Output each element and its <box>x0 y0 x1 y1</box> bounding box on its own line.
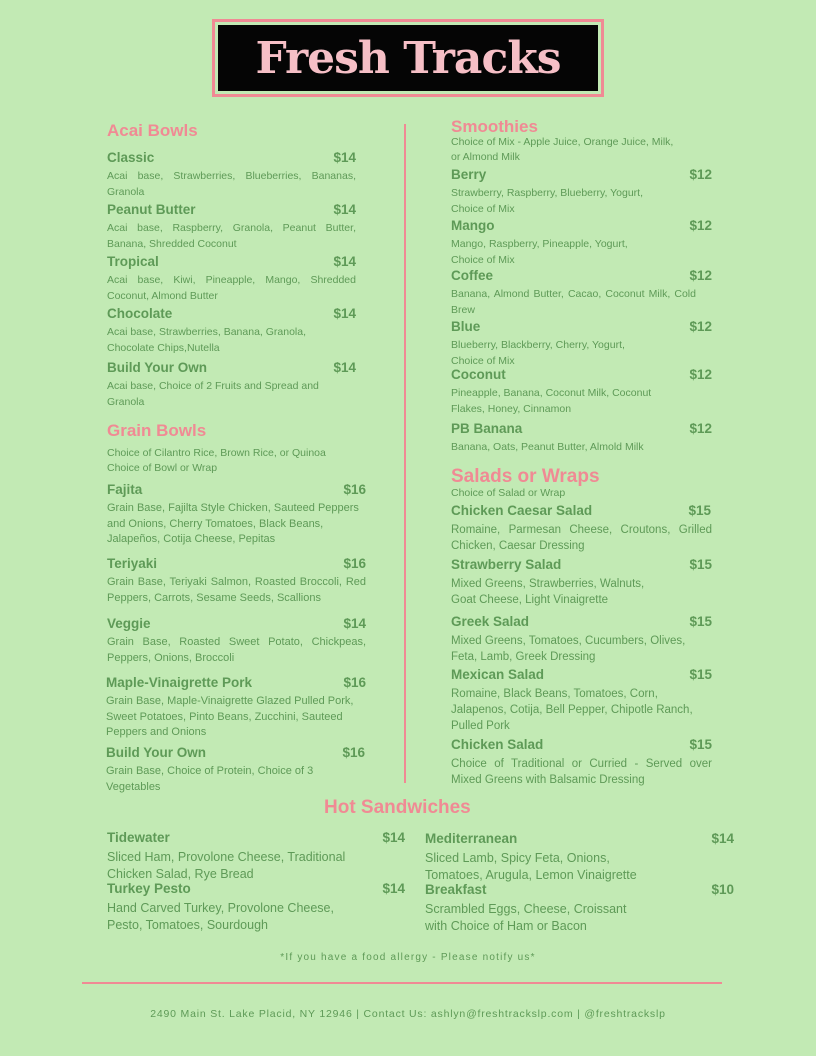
item-description: Hand Carved Turkey, Provolone Cheese, Pesto, Tomatoes, Sourdough <box>107 901 334 932</box>
item-description: Pineapple, Banana, Coconut Milk, Coconut Flakes, Honey, Cinnamon <box>451 387 652 415</box>
item-description: Sliced Lamb, Spicy Feta, Onions, Tomatoes, Arugula, Lemon Vinaigrette <box>425 851 637 882</box>
item-name: PB Banana <box>451 421 523 436</box>
menu-item <box>106 745 365 795</box>
item-description: Mixed Greens, Strawberries, Walnuts, Goat Cheese, Light Vinaigrette <box>451 578 645 606</box>
menu-item <box>107 556 366 606</box>
item-description: Acai base, Kiwi, Pineapple, Mango, Shredded Coconut, Almond Butter <box>107 274 356 302</box>
item-description: Acai base, Choice of 2 Fruits and Spread and Granola <box>107 380 319 408</box>
item-price: $14 <box>333 306 356 321</box>
item-description: Choice of Traditional or Curried - Served over Mixed Greens with Balsamic Dressing <box>451 758 712 786</box>
menu-item <box>107 150 356 200</box>
menu-item <box>106 675 366 741</box>
menu-item <box>107 360 356 410</box>
menu-item <box>451 421 712 456</box>
item-name: Strawberry Salad <box>451 557 562 572</box>
item-name: Breakfast <box>425 882 487 897</box>
item-description: Grain Base, Choice of Protein, Choice of 3 Vegetables <box>106 765 314 793</box>
item-name: Mango <box>451 218 495 233</box>
menu-item <box>107 254 356 304</box>
item-price: $16 <box>343 482 366 497</box>
item-description: Romaine, Parmesan Cheese, Croutons, Grilled Chicken, Caesar Dressing <box>451 524 712 552</box>
grain-note-2: Choice of Bowl or Wrap <box>107 462 218 474</box>
footer-divider <box>82 982 722 984</box>
item-description: Grain Base, Teriyaki Salmon, Roasted Broccoli, Red Peppers, Carrots, Sesame Seeds, Scallions <box>107 576 366 604</box>
item-name: Coffee <box>451 268 494 283</box>
item-name: Turkey Pesto <box>107 881 191 896</box>
item-description: Romaine, Black Beans, Tomatoes, Corn, Jalapenos, Cotija, Bell Pepper, Chipotle Ranch, Pulled Pork <box>451 688 693 732</box>
menu-item <box>107 616 366 666</box>
item-name: Chicken Caesar Salad <box>451 503 593 518</box>
item-price: $14 <box>343 616 366 631</box>
item-name: Maple-Vinaigrette Pork <box>106 675 253 690</box>
menu-item <box>107 482 366 548</box>
item-description: Blueberry, Blackberry, Cherry, Yogurt, Choice of Mix <box>451 339 625 367</box>
item-name: Mediterranean <box>425 831 518 846</box>
menu-item <box>451 319 712 369</box>
item-price: $15 <box>689 557 712 572</box>
smoothies-heading: Smoothies <box>451 117 538 136</box>
item-price: $12 <box>689 319 712 334</box>
item-description: Banana, Almond Butter, Cacao, Coconut Milk, Cold Brew <box>451 288 696 316</box>
menu-item <box>451 268 712 318</box>
item-price: $12 <box>689 367 712 382</box>
item-price: $14 <box>333 360 356 375</box>
item-description: Acai base, Strawberries, Banana, Granola, Chocolate Chips,Nutella <box>107 326 307 354</box>
column-divider <box>404 124 406 783</box>
item-price: $15 <box>688 503 711 518</box>
item-description: Banana, Oats, Peanut Butter, Almold Milk <box>451 441 644 453</box>
item-name: Tropical <box>107 254 159 269</box>
item-name: Build Your Own <box>107 360 207 375</box>
item-price: $12 <box>689 167 712 182</box>
menu-item <box>107 881 405 934</box>
item-name: Blue <box>451 319 481 334</box>
item-price: $15 <box>689 737 712 752</box>
menu-item <box>107 306 356 356</box>
item-name: Peanut Butter <box>107 202 196 217</box>
item-price: $12 <box>689 218 712 233</box>
item-name: Coconut <box>451 367 506 382</box>
allergy-note: *If you have a food allergy - Please notify us* <box>280 952 536 963</box>
acai-heading: Acai Bowls <box>107 121 198 140</box>
item-name: Fajita <box>107 482 143 497</box>
grain-heading: Grain Bowls <box>107 421 207 440</box>
menu-item <box>451 218 712 268</box>
sandwiches-heading: Hot Sandwiches <box>324 797 471 818</box>
item-price: $10 <box>711 882 734 897</box>
item-price: $14 <box>382 881 405 896</box>
item-price: $12 <box>689 421 712 436</box>
item-name: Build Your Own <box>106 745 206 760</box>
menu-item <box>451 557 712 608</box>
item-name: Teriyaki <box>107 556 158 571</box>
item-price: $14 <box>382 830 405 845</box>
item-description: Grain Base, Fajilta Style Chicken, Sauteed Peppers and Onions, Cherry Tomatoes, Black Beans, Jalapeños, Cotija Cheese, Pepitas <box>107 502 359 545</box>
item-name: Chicken Salad <box>451 737 544 752</box>
menu-item <box>425 831 734 884</box>
item-description: Grain Base, Maple-Vinaigrette Glazed Pulled Pork, Sweet Potatoes, Pinto Beans, Zucchini, Sauteed Peppers and Onions <box>106 695 354 738</box>
item-price: $14 <box>333 202 356 217</box>
item-description: Sliced Ham, Provolone Cheese, Traditional Chicken Salad, Rye Bread <box>107 850 346 881</box>
menu-item <box>107 830 405 883</box>
item-description: Strawberry, Raspberry, Blueberry, Yogurt, Choice of Mix <box>451 187 643 215</box>
item-name: Tidewater <box>107 830 170 845</box>
menu-item <box>451 667 712 734</box>
item-description: Mango, Raspberry, Pineapple, Yogurt, Choice of Mix <box>451 238 628 266</box>
item-price: $16 <box>342 745 365 760</box>
item-description: Scrambled Eggs, Cheese, Croissant with Choice of Ham or Bacon <box>425 902 627 933</box>
menu-item <box>425 882 734 935</box>
footer-contact: 2490 Main St. Lake Placid, NY 12946 | Contact Us: ashlyn@freshtrackslp.com | @freshtrackslp <box>150 1008 666 1020</box>
item-name: Mexican Salad <box>451 667 545 682</box>
menu-item <box>451 367 712 417</box>
menu-item <box>451 737 712 788</box>
menu-item <box>451 167 712 217</box>
item-price: $16 <box>343 675 366 690</box>
item-description: Acai base, Strawberries, Blueberries, Bananas, Granola <box>107 170 356 198</box>
item-price: $14 <box>333 254 356 269</box>
item-price: $15 <box>689 667 712 682</box>
smoothies-note: Choice of Mix - Apple Juice, Orange Juice, Milk, or Almond Milk <box>451 136 674 163</box>
item-price: $12 <box>689 268 712 283</box>
brand-title: Fresh Tracks <box>218 25 598 91</box>
salads-note: Choice of Salad or Wrap <box>451 487 566 499</box>
item-name: Chocolate <box>107 306 173 321</box>
item-price: $14 <box>711 831 734 846</box>
item-name: Veggie <box>107 616 151 631</box>
menu-item <box>451 503 712 554</box>
item-name: Berry <box>451 167 487 182</box>
item-price: $15 <box>689 614 712 629</box>
item-description: Mixed Greens, Tomatoes, Cucumbers, Olives, Feta, Lamb, Greek Dressing <box>451 635 686 663</box>
item-name: Greek Salad <box>451 614 530 629</box>
menu-item <box>107 202 356 252</box>
item-description: Acai base, Raspberry, Granola, Peanut Butter, Banana, Shredded Coconut <box>107 222 356 250</box>
item-price: $14 <box>333 150 356 165</box>
item-name: Classic <box>107 150 155 165</box>
item-price: $16 <box>343 556 366 571</box>
title-banner <box>212 19 604 97</box>
item-description: Grain Base, Roasted Sweet Potato, Chickpeas, Peppers, Onions, Broccoli <box>107 636 366 664</box>
grain-note-1: Choice of Cilantro Rice, Brown Rice, or Quinoa <box>107 447 326 459</box>
menu-item <box>451 614 712 665</box>
salads-heading: Salads or Wraps <box>451 466 600 487</box>
